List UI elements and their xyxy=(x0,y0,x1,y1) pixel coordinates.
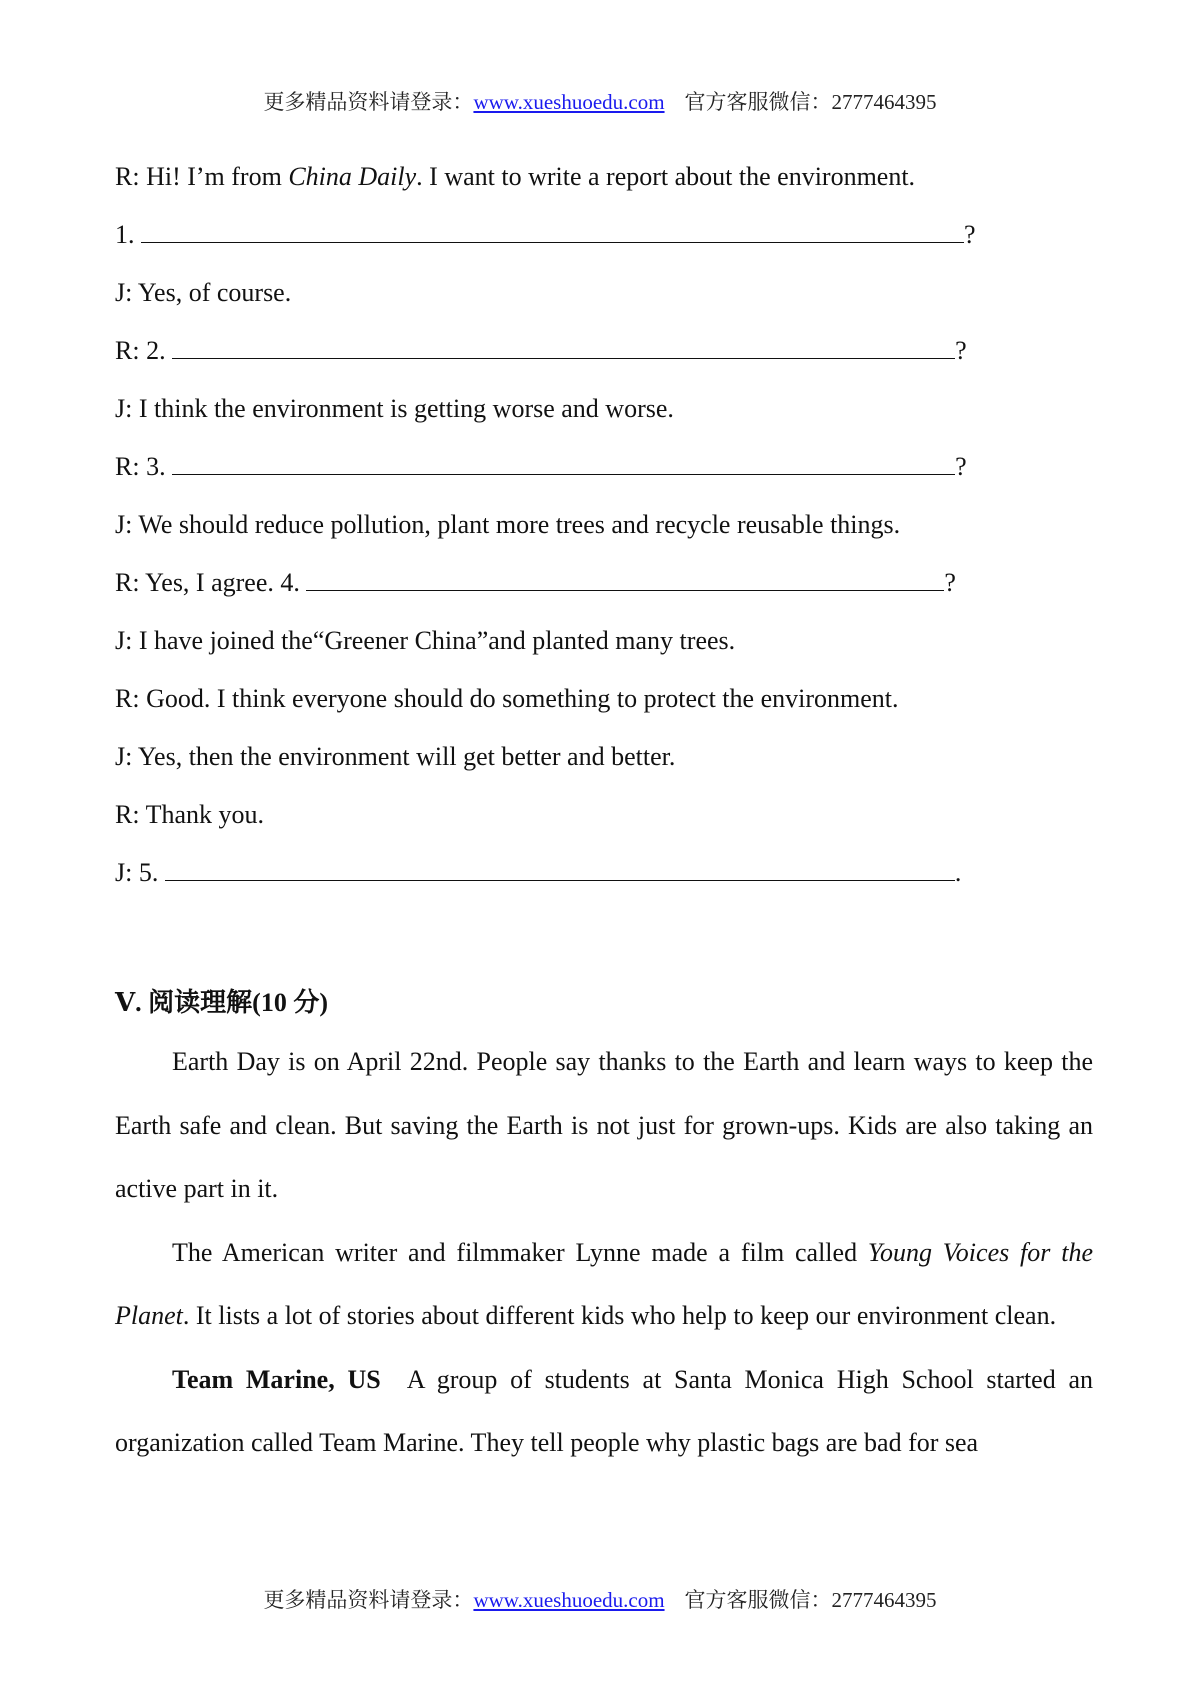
answer-blank-1[interactable] xyxy=(141,220,964,243)
dialogue-text: . I want to write a report about the environment. xyxy=(416,162,916,191)
dialogue-line-2: J: Yes, of course. xyxy=(115,278,292,307)
header-link[interactable]: www.xueshuoedu.com xyxy=(473,90,665,114)
page-footer xyxy=(0,1584,1200,1614)
dialogue-line-7 xyxy=(115,568,956,598)
blank-label: R: Yes, I agree. 4. xyxy=(115,568,307,597)
dialogue-line-6: J: We should reduce pollution, plant more trees and recycle reusable things. xyxy=(115,510,901,539)
film-title: Young Voices for the Planet xyxy=(115,1237,1093,1330)
footer-service: 官方客服微信：2777464395 xyxy=(684,1588,937,1612)
answer-blank-3[interactable] xyxy=(172,452,955,475)
blank-end: . xyxy=(954,858,962,887)
paragraph-1: Earth Day is on April 22nd. People say thanks to the Earth and learn ways to keep the Earth safe and clean. But saving the Earth is not just for grown-ups. Kids are also taking an active part in it. xyxy=(115,1047,1093,1203)
paragraph-text: A group of students at Santa Monica High School started an organization called Team Marine. They tell people why plastic bags are bad for sea xyxy=(115,1364,1093,1457)
dialogue-line-12 xyxy=(115,858,961,888)
header-service: 官方客服微信：2777464395 xyxy=(684,90,937,114)
blank-end: ? xyxy=(944,568,956,597)
team-heading: Team Marine, US xyxy=(172,1364,381,1394)
blank-label: R: 3. xyxy=(115,452,173,481)
answer-blank-2[interactable] xyxy=(172,336,955,359)
answer-blank-4[interactable] xyxy=(306,568,944,591)
paragraph-3 xyxy=(115,1348,1093,1475)
section-title: Ⅴ. 阅读理解(10 分) xyxy=(115,988,328,1017)
reading-passage xyxy=(115,1030,1093,1475)
page-header xyxy=(0,86,1200,116)
dialogue-line-1 xyxy=(115,220,976,250)
blank-label: 1. xyxy=(115,220,141,249)
paragraph-text: . It lists a lot of stories about different kids who help to keep our environment clean. xyxy=(182,1301,1057,1330)
paragraph-text: The American writer and filmmaker Lynne made a film called xyxy=(172,1237,868,1267)
blank-label: R: 2. xyxy=(115,336,173,365)
blank-end: ? xyxy=(964,220,976,249)
blank-label: J: 5. xyxy=(115,858,165,887)
blank-end: ? xyxy=(955,336,967,365)
paragraph-2 xyxy=(115,1221,1093,1348)
dialogue-line-9: R: Good. I think everyone should do something to protect the environment. xyxy=(115,684,899,713)
header-prefix: 更多精品资料请登录： xyxy=(263,90,474,114)
newspaper-name: China Daily xyxy=(288,162,417,191)
footer-link[interactable]: www.xueshuoedu.com xyxy=(473,1588,665,1612)
dialogue-line-4: J: I think the environment is getting worse and worse. xyxy=(115,394,674,423)
dialogue-line-5 xyxy=(115,452,967,482)
dialogue-line-8: J: I have joined the“Greener China”and planted many trees. xyxy=(115,626,736,655)
dialogue-line-0 xyxy=(115,162,915,192)
dialogue-text: R: Hi! I’m from xyxy=(115,162,289,191)
footer-prefix: 更多精品资料请登录： xyxy=(263,1588,474,1612)
blank-end: ? xyxy=(955,452,967,481)
answer-blank-5[interactable] xyxy=(165,858,955,881)
dialogue-line-3 xyxy=(115,336,967,366)
dialogue-line-11: R: Thank you. xyxy=(115,800,265,829)
dialogue-line-10: J: Yes, then the environment will get better and better. xyxy=(115,742,676,771)
